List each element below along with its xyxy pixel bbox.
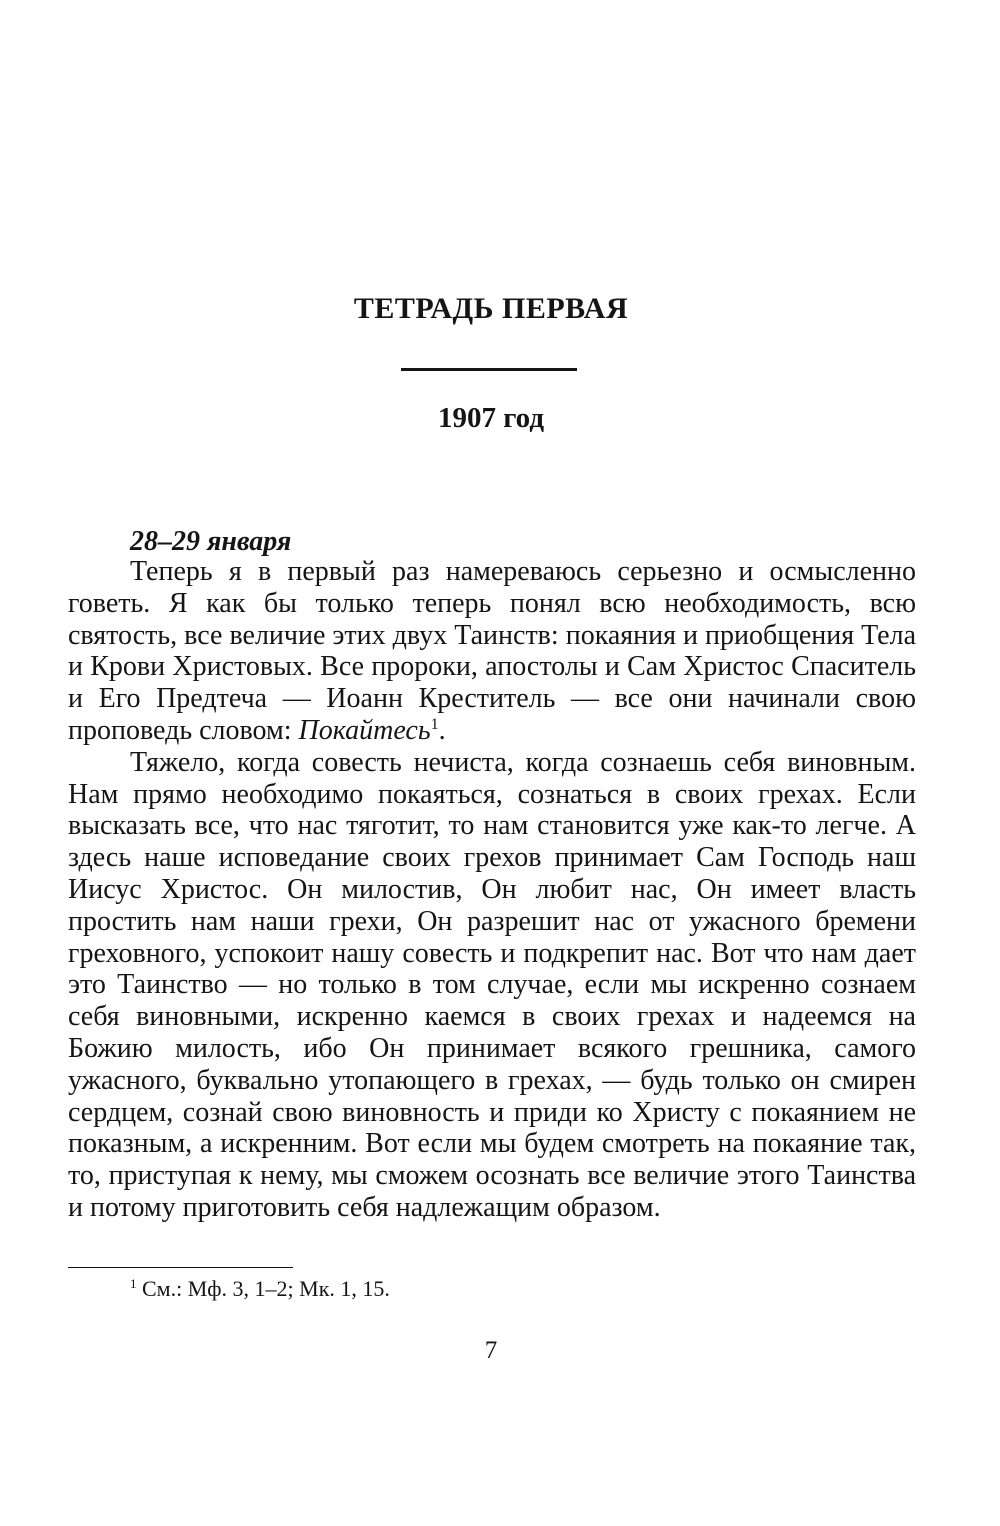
paragraph-2: Тяжело, когда совесть нечиста, когда сознаешь себя виновным. Нам прямо необходимо покаяться, сознаться в своих грехах. Если высказать все, что нас тяготит, то нам становится уже как-то легче. А здесь наше исповедание своих грехов принимает Сам Господь наш Иисус Христос. Он милостив, Он любит нас, Он имеет власть простить нам наши грехи, Он разрешит нас от ужасного бремени греховного, успокоит нашу совесть и подкрепит нас. Вот что нам дает это Таинство — но только в том случае, если мы искренно сознаем себя виновными, искренно каемся в своих грехах и надеемся на Божию милость, ибо Он принимает всякого грешника, самого ужасного, буквально утопающего в грехах, — будь только он смирен сердцем, сознай свою виновность и приди ко Христу с покаянием не показным, а искренним. Вот если мы будем смотреть на покаяние так, то, приступая к нему, мы сможем осознать все величие этого Таинства и потому приготовить себя надлежащим образом. (68, 746, 916, 1223)
footnote-reference: 1 (430, 715, 439, 733)
page-number: 7 (484, 1337, 498, 1364)
year-heading: 1907 год (437, 402, 545, 434)
paragraph-1-emphasis: Покайтесь (298, 714, 431, 746)
paragraph-1-text: Теперь я в первый раз намереваюсь серьезно и осмысленно говеть. Я как бы только теперь понял всю необходимость, всю святость, все величие этих двух Таинств: покаяния и приобщения Тела и Крови Христовых. Все пророки, апостолы и Сам Христос Спаситель и Его Предтеча — Иоанн Креститель — все они начинали свою проповедь словом: (68, 556, 916, 746)
entry-date: 28–29 января (130, 526, 292, 557)
footnote (130, 1276, 390, 1302)
footnote-text: См.: Мф. 3, 1–2; Мк. 1, 15. (142, 1276, 390, 1301)
paragraph-1-end: . (438, 714, 446, 746)
footnote-marker: 1 (130, 1276, 137, 1291)
footnote-divider (68, 1267, 293, 1268)
notebook-title: ТЕТРАДЬ ПЕРВАЯ (353, 292, 629, 325)
entry-body (68, 556, 916, 1224)
title-divider (401, 368, 577, 371)
paragraph-1 (68, 556, 916, 747)
